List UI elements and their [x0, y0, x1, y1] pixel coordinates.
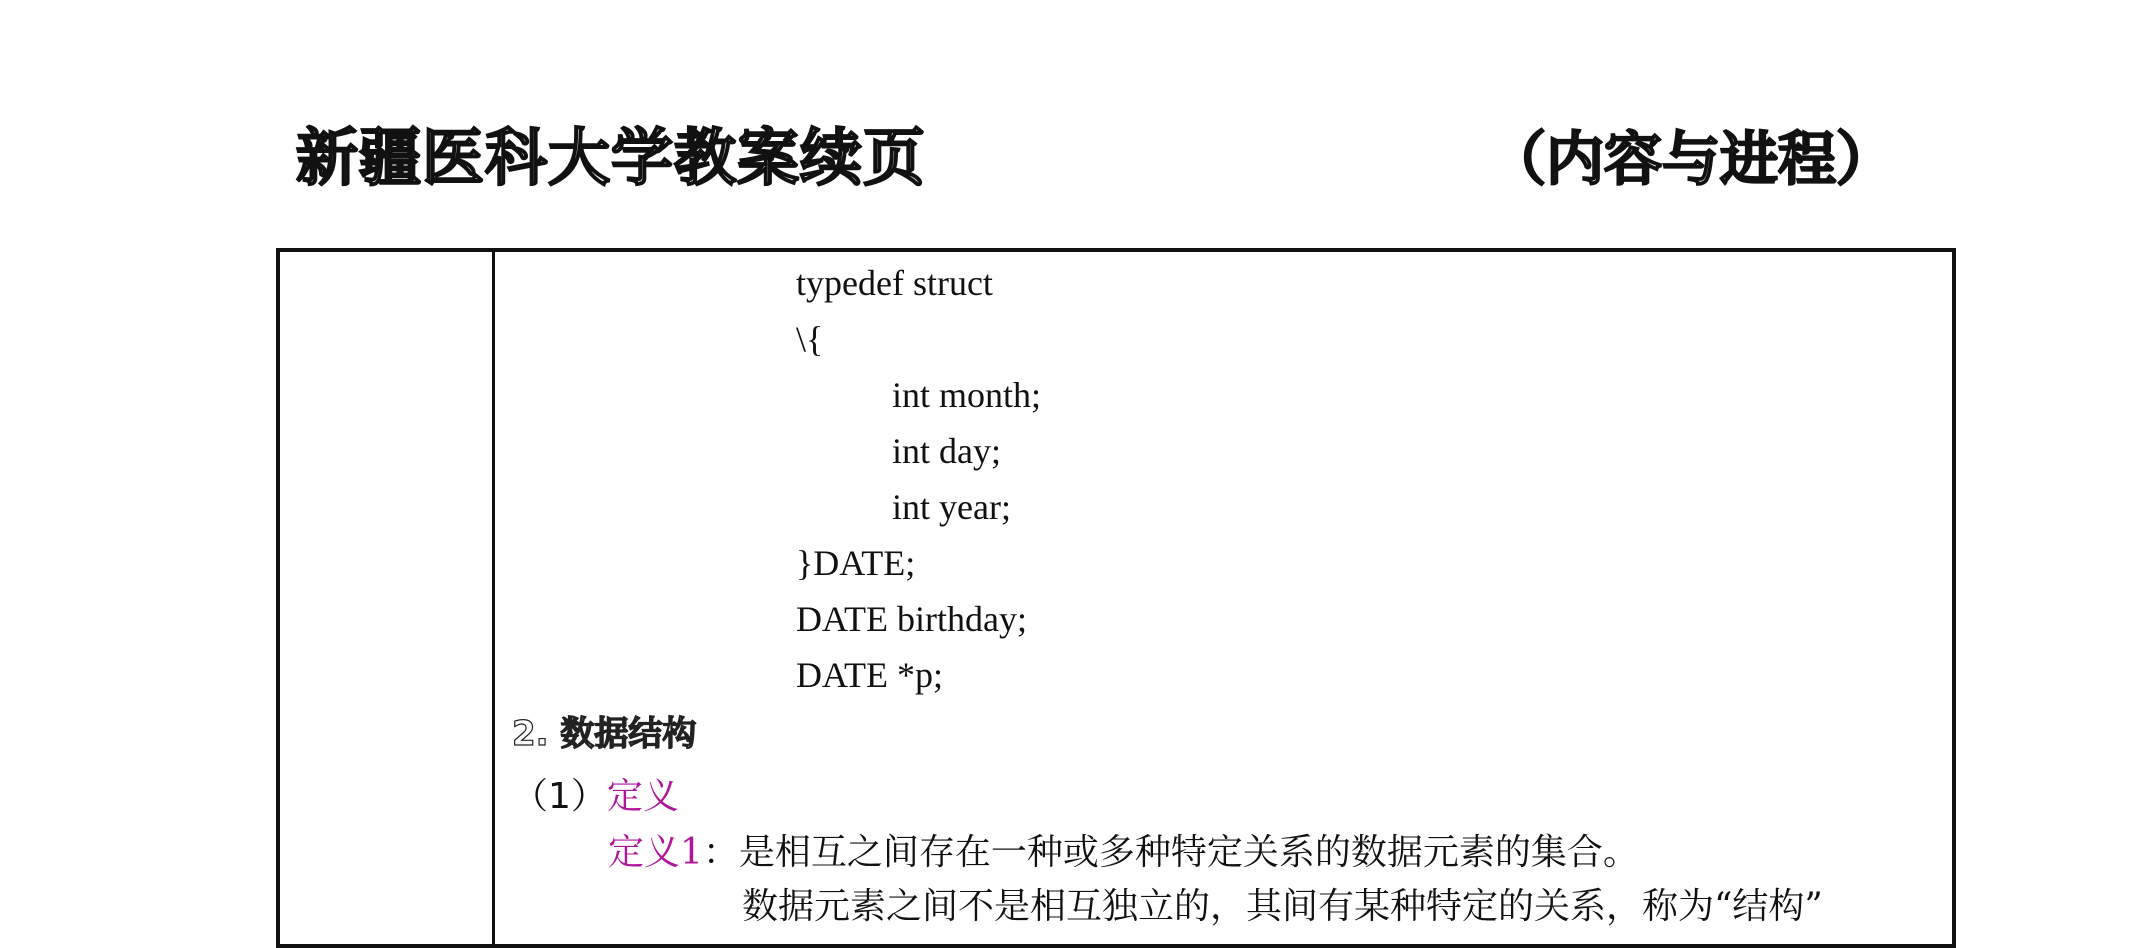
- definition-text: ：是相互之间存在一种或多种特定关系的数据元素的集合。: [702, 832, 1639, 873]
- definition-line: [608, 824, 1639, 875]
- subsection-number: （1）: [512, 776, 607, 817]
- code-line: int day;: [892, 431, 1001, 471]
- subsection-item: [512, 768, 679, 819]
- code-line: typedef struct: [796, 263, 993, 303]
- definition-label: 定义1: [608, 832, 703, 873]
- page-subtitle: （内容与进程）: [1488, 125, 1895, 193]
- section-heading: 2. 数据结构: [512, 714, 697, 754]
- code-line: DATE birthday;: [796, 599, 1027, 639]
- subsection-label: 定义: [606, 776, 679, 817]
- code-line: \{: [796, 319, 824, 359]
- page-title: 新疆医科大学教案续页: [296, 121, 927, 194]
- code-line: }DATE;: [796, 543, 916, 583]
- code-line: int year;: [892, 487, 1011, 527]
- code-line: int month;: [892, 375, 1042, 415]
- code-line: DATE *p;: [796, 655, 943, 695]
- continuation-text: 数据元素之间不是相互独立的，其间有某种特定的关系，称为“结构”: [742, 886, 1823, 927]
- table-column-divider: [492, 248, 495, 948]
